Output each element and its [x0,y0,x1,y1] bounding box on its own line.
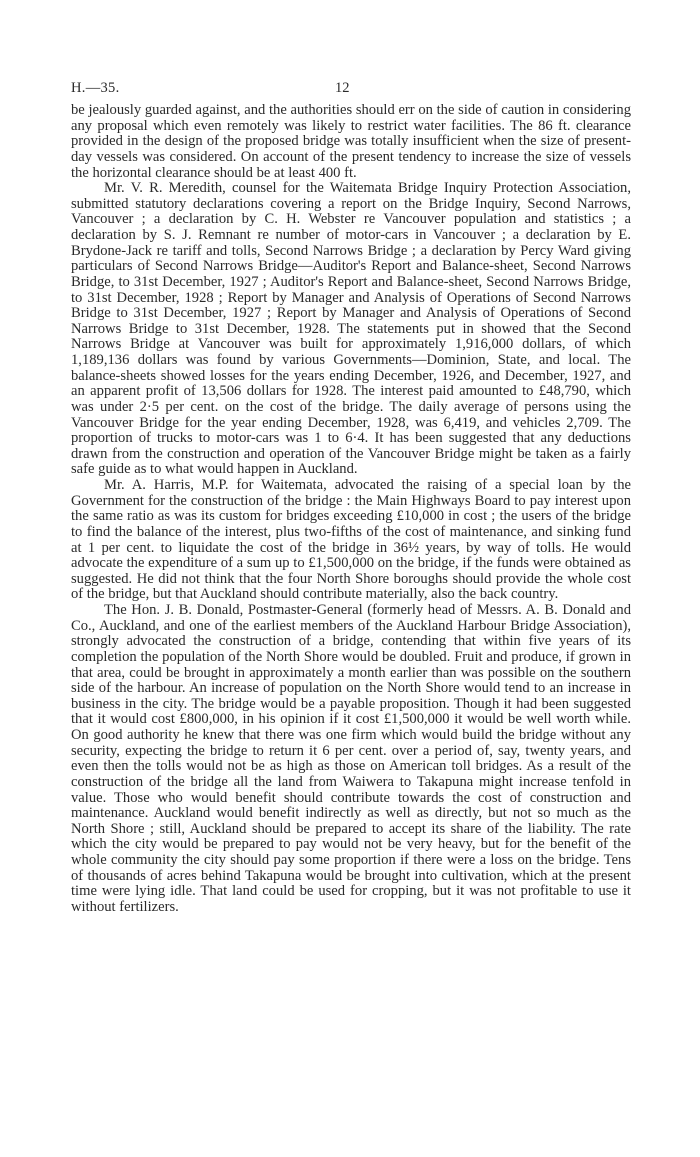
paragraph-donald-advocacy: The Hon. J. B. Donald, Postmaster-General (formerly head of Messrs. A. B. Donald and Co., Auckland, and one of the earliest members of the Auckland Harbour Bridge Association), strongly advocated the construction of a bridge, contending that within five years of its completion the population of the North Shore would be doubled. Fruit and produce, if grown in that area, could be brought in approximately a month earlier than was possible on the southern side of the harbour. An increase of population on the North Shore would tend to an increase in business in the city. The bridge would be a payable proposition. Though it had been suggested that it would cost £800,000, in his opinion if it cost £1,500,000 it would be well worth while. On good authority he knew that there was one firm which would build the bridge without any security, expecting the bridge to return it 6 per cent. over a period of, say, twenty years, and even then the tolls would not be as high as those on American toll bridges. As a result of the construction of the bridge all the land from Waiwera to Takapuna might increase tenfold in value. Those who would benefit should contribute towards the cost of construction and maintenance. Auckland would benefit indirectly as well as directly, but not so much as the North Shore ; still, Auckland should be prepared to accept its share of the liability. The rate which the city would be prepared to pay would not be very heavy, but for the benefit of the whole community the city should pay some proportion if there were a loss on the bridge. Tens of thousands of acres behind Takapuna would be brought into cultivation, which at the present time were lying idle. That land could be used for cropping, but it was not profitable to use it without fertilizers. [71,602,631,915]
page-header [71,80,631,100]
page-number: 12 [335,80,350,96]
paragraph-continuation: be jealously guarded against, and the authorities should err on the side of caution in considering any proposal which even remotely was likely to restrict water facilities. The 86 ft. clearance provided in the design of the proposed bridge was totally insufficient when the size of present-day vessels was considered. On account of the present tendency to increase the size of vessels the horizontal clearance should be at least 400 ft. [71,102,631,181]
paragraph-harris-advocacy: Mr. A. Harris, M.P. for Waitemata, advocated the raising of a special loan by the Government for the construction of the bridge : the Main Highways Board to pay interest upon the same ratio as was its custom for bridges exceeding £10,000 in cost ; the users of the bridge to find the balance of the interest, plus two-fifths of the cost of maintenance, and sinking fund at 1 per cent. to liquidate the cost of the bridge in 36½ years, by way of tolls. He would advocate the expenditure of a sum up to £1,500,000 on the bridge, if the funds were obtained as suggested. He did not think that the four North Shore boroughs should provide the whole cost of the bridge, but that Auckland should contribute materially, also the back country. [71,477,631,603]
document-reference: H.—35. [71,80,120,96]
paragraph-meredith-submission: Mr. V. R. Meredith, counsel for the Waitemata Bridge Inquiry Protection Association, submitted statutory declarations covering a report on the Bridge Inquiry, Second Narrows, Vancouver ; a declaration by C. H. Webster re Vancouver population and statistics ; a declaration by S. J. Remnant re number of motor-cars in Vancouver ; a declaration by E. Brydone-Jack re tariff and tolls, Second Narrows Bridge ; a declaration by Percy Ward giving particulars of Second Narrows Bridge—Auditor's Report and Balance-sheet, Second Narrows Bridge, to 31st December, 1927 ; Auditor's Report and Balance-sheet, Second Narrows Bridge, to 31st December, 1928 ; Report by Manager and Analysis of Operations of Second Narrows Bridge to 31st December, 1927 ; Report by Manager and Analysis of Operations of Second Narrows Bridge to 31st December, 1928. The statements put in showed that the Second Narrows Bridge at Vancouver was built for approximately 1,916,000 dollars, of which 1,189,136 dollars was found by various Governments—Dominion, State, and local. The balance-sheets showed losses for the years ending December, 1926, and December, 1927, and an apparent profit of 13,506 dollars for 1928. The interest paid amounted to £48,790, which was under 2·5 per cent. on the cost of the bridge. The daily average of persons using the Vancouver Bridge for the year ending December, 1928, was 6,419, and vehicles 2,709. The proportion of trucks to motor-cars was 1 to 6·4. It has been suggested that any deductions drawn from the construction and operation of the Vancouver Bridge might be taken as a fairly safe guide as to what would happen in Auckland. [71,180,631,478]
body-text [71,103,631,916]
